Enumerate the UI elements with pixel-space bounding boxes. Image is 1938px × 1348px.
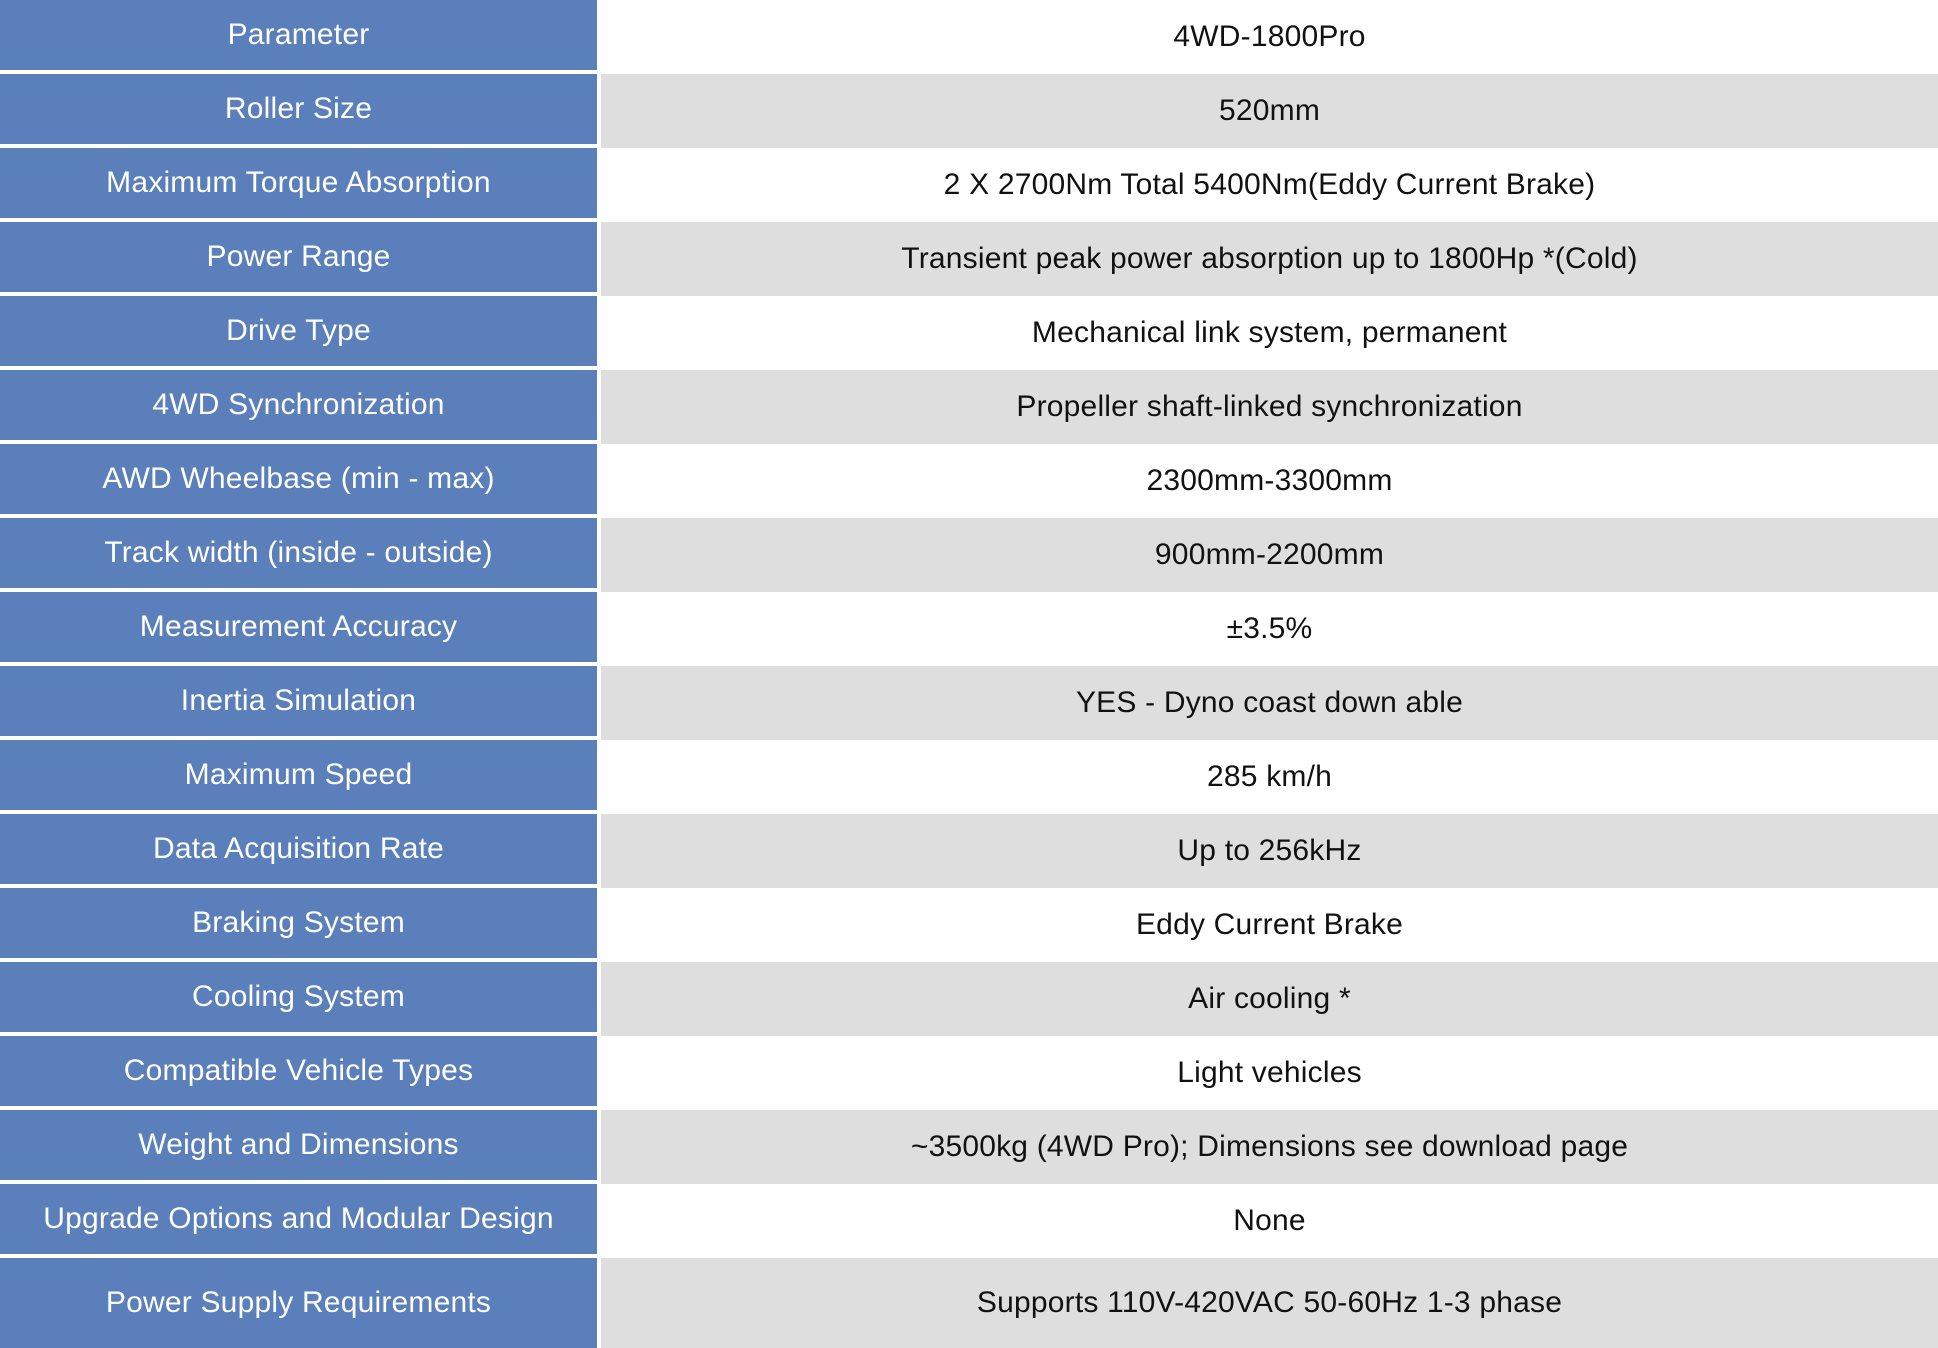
row-value: None: [601, 1184, 1938, 1258]
row-value: Mechanical link system, permanent: [601, 296, 1938, 370]
row-value: Eddy Current Brake: [601, 888, 1938, 962]
table-row: [0, 814, 1938, 888]
table-row: [0, 148, 1938, 222]
row-label: Power Range: [0, 222, 597, 296]
row-label: Maximum Speed: [0, 740, 597, 814]
row-label: AWD Wheelbase (min - max): [0, 444, 597, 518]
row-label: Power Supply Requirements: [0, 1258, 597, 1348]
row-value: 2300mm-3300mm: [601, 444, 1938, 518]
table-row: [0, 888, 1938, 962]
row-value: Supports 110V-420VAC 50-60Hz 1-3 phase: [601, 1258, 1938, 1348]
table-row: [0, 222, 1938, 296]
row-label: Drive Type: [0, 296, 597, 370]
row-value: ~3500kg (4WD Pro); Dimensions see download page: [601, 1110, 1938, 1184]
row-value: Air cooling *: [601, 962, 1938, 1036]
row-label: 4WD Synchronization: [0, 370, 597, 444]
row-value: Up to 256kHz: [601, 814, 1938, 888]
row-value: Propeller shaft-linked synchronization: [601, 370, 1938, 444]
header-label: Parameter: [0, 0, 597, 74]
row-value: 2 X 2700Nm Total 5400Nm(Eddy Current Brake): [601, 148, 1938, 222]
table-row: [0, 1258, 1938, 1348]
table-row: [0, 1184, 1938, 1258]
header-value: 4WD-1800Pro: [601, 0, 1938, 74]
row-label: Roller Size: [0, 74, 597, 148]
table-row: [0, 666, 1938, 740]
row-label: Weight and Dimensions: [0, 1110, 597, 1184]
row-value: 520mm: [601, 74, 1938, 148]
row-label: Track width (inside - outside): [0, 518, 597, 592]
row-value: 285 km/h: [601, 740, 1938, 814]
table-row: [0, 592, 1938, 666]
row-value: Light vehicles: [601, 1036, 1938, 1110]
table-header-row: [0, 0, 1938, 74]
table-row: [0, 518, 1938, 592]
table-row: [0, 1036, 1938, 1110]
row-label: Upgrade Options and Modular Design: [0, 1184, 597, 1258]
row-label: Inertia Simulation: [0, 666, 597, 740]
row-label: Compatible Vehicle Types: [0, 1036, 597, 1110]
table-row: [0, 740, 1938, 814]
row-value: Transient peak power absorption up to 1800Hp *(Cold): [601, 222, 1938, 296]
table-row: [0, 370, 1938, 444]
row-label: Maximum Torque Absorption: [0, 148, 597, 222]
row-label: Data Acquisition Rate: [0, 814, 597, 888]
row-value: YES - Dyno coast down able: [601, 666, 1938, 740]
row-label: Measurement Accuracy: [0, 592, 597, 666]
row-label: Cooling System: [0, 962, 597, 1036]
table-row: [0, 962, 1938, 1036]
row-value: 900mm-2200mm: [601, 518, 1938, 592]
table-row: [0, 74, 1938, 148]
row-value: ±3.5%: [601, 592, 1938, 666]
table-row: [0, 1110, 1938, 1184]
row-label: Braking System: [0, 888, 597, 962]
table-row: [0, 444, 1938, 518]
table-row: [0, 296, 1938, 370]
